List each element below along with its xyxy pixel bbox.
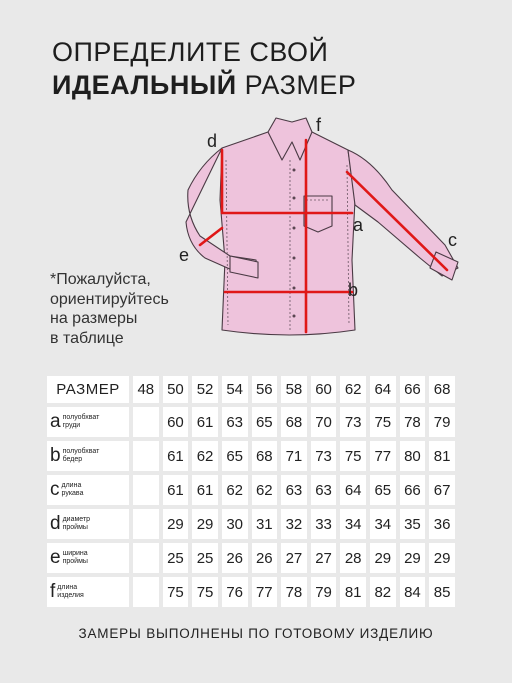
row-desc-line: полуобхват	[62, 448, 100, 455]
row-desc-line: длина	[57, 584, 78, 591]
table-cell: 29	[429, 543, 455, 573]
label-c: c	[448, 230, 457, 250]
row-desc	[63, 448, 100, 464]
size-col: 60	[311, 376, 337, 403]
size-col: 54	[222, 376, 248, 403]
table-cell: 76	[222, 577, 248, 607]
table-cell: 73	[340, 407, 366, 437]
table-cell: 75	[340, 441, 366, 471]
row-letter: b	[50, 445, 61, 466]
title-line-2	[52, 69, 356, 102]
table-cell: 84	[400, 577, 426, 607]
page-title	[52, 36, 356, 102]
title-rest: РАЗМЕР	[236, 70, 357, 100]
table-cell	[133, 543, 159, 573]
size-col: 48	[133, 376, 159, 403]
row-desc-line: ширина	[62, 550, 88, 557]
row-label	[47, 543, 129, 573]
row-desc	[57, 584, 84, 600]
table-cell: 65	[252, 407, 278, 437]
table-cell	[133, 441, 159, 471]
row-label	[47, 407, 129, 437]
table-cell	[133, 577, 159, 607]
table-cell: 27	[281, 543, 307, 573]
title-line-1: ОПРЕДЕЛИТЕ СВОЙ	[52, 37, 329, 67]
size-col: 52	[192, 376, 218, 403]
table-cell: 78	[400, 407, 426, 437]
title-bold-word: ИДЕАЛЬНЫЙ	[52, 70, 237, 100]
table-row	[47, 509, 455, 539]
table-cell: 75	[163, 577, 189, 607]
table-cell: 77	[370, 441, 396, 471]
table-cell: 77	[252, 577, 278, 607]
table-cell: 62	[192, 441, 218, 471]
size-note	[50, 270, 169, 348]
table-cell: 26	[222, 543, 248, 573]
table-cell: 34	[370, 509, 396, 539]
table-cell: 79	[311, 577, 337, 607]
table-cell: 73	[311, 441, 337, 471]
row-label	[47, 509, 129, 539]
table-cell: 61	[163, 441, 189, 471]
table-cell: 25	[192, 543, 218, 573]
size-col: 64	[370, 376, 396, 403]
table-cell: 63	[281, 475, 307, 505]
size-col: 58	[281, 376, 307, 403]
table-cell: 34	[340, 509, 366, 539]
table-cell	[133, 475, 159, 505]
table-cell: 78	[281, 577, 307, 607]
table-cell: 70	[311, 407, 337, 437]
table-cell: 29	[370, 543, 396, 573]
table-cell: 65	[222, 441, 248, 471]
row-letter: c	[50, 479, 60, 500]
table-cell: 68	[281, 407, 307, 437]
table-cell: 35	[400, 509, 426, 539]
table-cell: 66	[400, 475, 426, 505]
table-cell: 30	[222, 509, 248, 539]
size-col: 68	[429, 376, 455, 403]
label-d: d	[207, 131, 218, 151]
row-desc	[63, 550, 88, 566]
label-f: f	[316, 115, 322, 135]
row-desc-line: рукава	[61, 490, 84, 497]
table-row	[47, 407, 455, 437]
row-label	[47, 577, 129, 607]
table-cell: 36	[429, 509, 455, 539]
table-cell: 27	[311, 543, 337, 573]
table-cell: 26	[252, 543, 278, 573]
size-col: 50	[163, 376, 189, 403]
row-desc-line: изделия	[57, 592, 84, 599]
shirt-body	[220, 132, 355, 335]
table-cell: 63	[311, 475, 337, 505]
table-cell: 31	[252, 509, 278, 539]
footer-note: ЗАМЕРЫ ВЫПОЛНЕНЫ ПО ГОТОВОМУ ИЗДЕЛИЮ	[78, 626, 434, 641]
label-e: e	[179, 245, 190, 265]
row-desc-line: диаметр	[62, 516, 91, 523]
table-cell: 60	[163, 407, 189, 437]
table-cell: 65	[370, 475, 396, 505]
table-cell: 67	[429, 475, 455, 505]
row-desc	[63, 516, 90, 532]
table-cell: 25	[163, 543, 189, 573]
row-label	[47, 475, 129, 505]
table-cell: 33	[311, 509, 337, 539]
table-cell: 61	[163, 475, 189, 505]
row-letter: e	[50, 547, 61, 568]
row-desc-line: длина	[61, 482, 82, 489]
table-cell: 75	[192, 577, 218, 607]
table-cell: 80	[400, 441, 426, 471]
size-col: 56	[252, 376, 278, 403]
table-cell: 81	[429, 441, 455, 471]
table-cell	[133, 407, 159, 437]
note-line: в таблице	[50, 329, 124, 347]
table-row	[47, 475, 455, 505]
shirt-diagram	[180, 112, 470, 342]
note-line: ориентируйтесь	[50, 290, 169, 308]
table-row	[47, 441, 455, 471]
row-desc-line: бедер	[62, 456, 83, 463]
table-cell: 62	[222, 475, 248, 505]
row-desc-line: полуобхват	[62, 414, 100, 421]
row-letter: f	[50, 581, 56, 602]
label-b: b	[348, 280, 359, 300]
table-cell: 29	[163, 509, 189, 539]
measure-e	[200, 228, 222, 245]
note-line: на размеры	[50, 310, 138, 327]
table-cell: 62	[252, 475, 278, 505]
row-desc-line: груди	[62, 422, 81, 429]
size-header-label: РАЗМЕР	[47, 376, 129, 403]
size-col: 66	[400, 376, 426, 403]
size-table	[43, 372, 459, 611]
table-cell: 82	[370, 577, 396, 607]
table-cell: 32	[281, 509, 307, 539]
table-cell: 81	[340, 577, 366, 607]
table-cell: 71	[281, 441, 307, 471]
table-cell	[133, 509, 159, 539]
label-a: a	[353, 215, 364, 235]
row-desc-line: проймы	[62, 524, 88, 531]
size-header-row	[47, 376, 455, 403]
table-row	[47, 543, 455, 573]
row-letter: d	[50, 513, 61, 534]
table-cell: 28	[340, 543, 366, 573]
table-cell: 29	[192, 509, 218, 539]
table-cell: 85	[429, 577, 455, 607]
row-letter: a	[50, 411, 61, 432]
row-desc-line: проймы	[62, 558, 88, 565]
table-cell: 63	[222, 407, 248, 437]
table-cell: 61	[192, 407, 218, 437]
size-col: 62	[340, 376, 366, 403]
note-line: *Пожалуйста,	[50, 271, 151, 288]
row-desc	[62, 482, 84, 498]
row-desc	[63, 414, 100, 430]
table-cell: 61	[192, 475, 218, 505]
row-label	[47, 441, 129, 471]
table-cell: 29	[400, 543, 426, 573]
table-cell: 68	[252, 441, 278, 471]
table-row	[47, 577, 455, 607]
table-cell: 75	[370, 407, 396, 437]
table-cell: 79	[429, 407, 455, 437]
table-cell: 64	[340, 475, 366, 505]
